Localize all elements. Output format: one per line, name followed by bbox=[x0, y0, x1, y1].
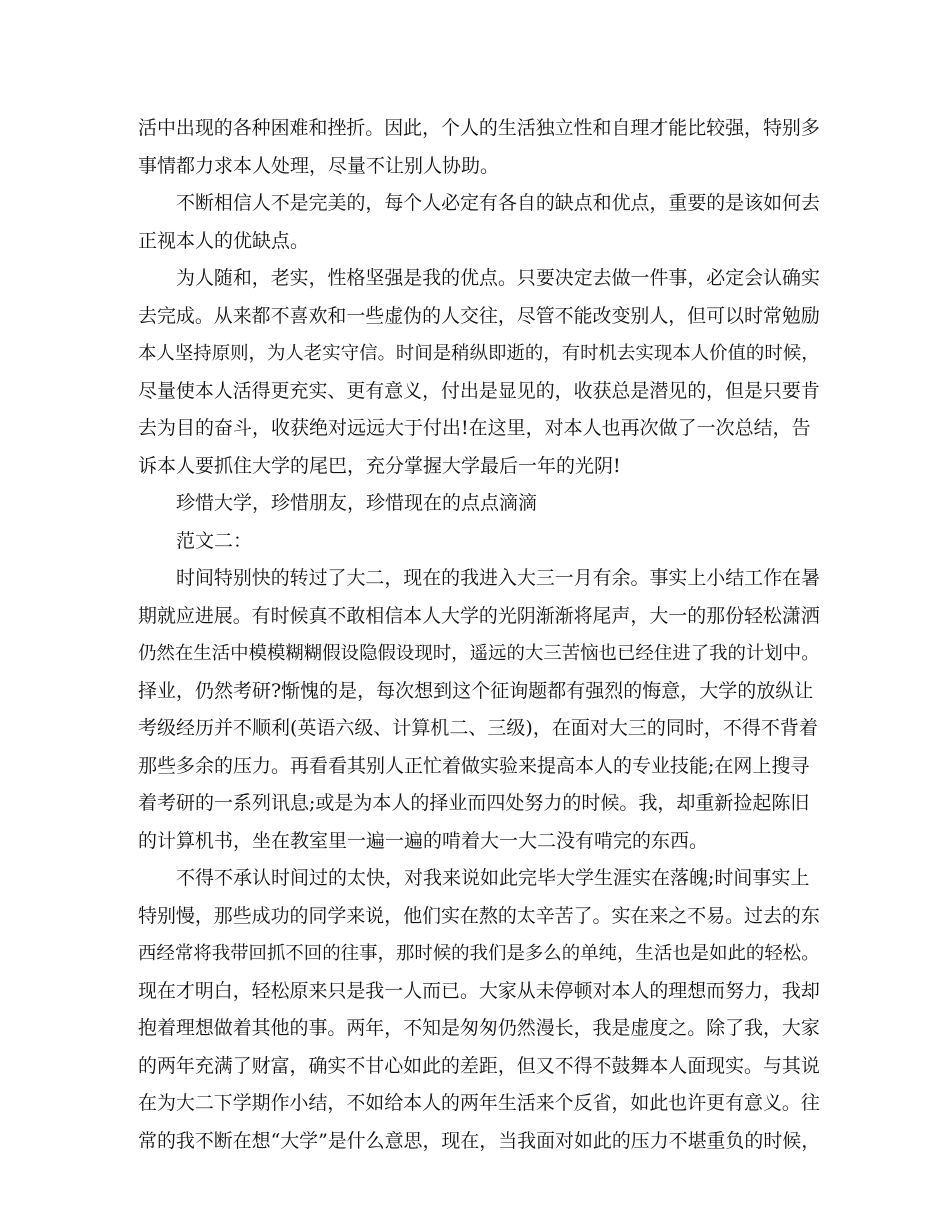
text-line: 事情都力求本人处理，尽量不让别人协助。 bbox=[138, 154, 500, 177]
text-line: 本人坚持原则，为人老实守信。时间是稍纵即逝的，有时机去实现本人价值的时候， bbox=[138, 343, 820, 364]
text-line: 不得不承认时间过的太快，对我来说如此完毕大学生涯实在落魄;时间事实上 bbox=[176, 867, 810, 889]
text-line: 现在才明白，轻松原来只是我一人而已。大家从未停顿对本人的理想而努力，我却 bbox=[138, 979, 820, 1002]
text-line: 活中出现的各种困难和挫折。因此，个人的生活独立性和自理才能比较强，特别多 bbox=[138, 117, 820, 139]
text-line: 的计算机书，坐在教室里一遍一遍的啃着大一大二没有啃完的东西。 bbox=[138, 829, 709, 852]
text-line: 那些多余的压力。再看看其别人正忙着做实验来提高本人的专业技能;在网上搜寻 bbox=[138, 754, 810, 777]
text-line: 择业，仍然考研?惭愧的是，每次想到这个征询题都有强烈的悔意，大学的放纵让 bbox=[138, 679, 814, 702]
text-line: 为人随和，老实，性格坚强是我的优点。只要决定去做一件事，必定会认确实 bbox=[176, 267, 820, 289]
text-line: 范文二： bbox=[176, 529, 253, 552]
text-line: 在为大二下学期作小结，不如给本人的两年生活来个反省，如此也许更有意义。往 bbox=[138, 1092, 820, 1114]
text-line: 抱着理想做着其他的事。两年，不知是匆匆仍然漫长，我是虚度之。除了我，大家 bbox=[138, 1017, 820, 1039]
text-line: 去为目的奋斗，收获绝对远远大于付出!在这里，对本人也再次做了一次总结，告 bbox=[138, 417, 811, 439]
text-line: 时间特别快的转过了大二，现在的我进入大三一月有余。事实上小结工作在暑 bbox=[176, 567, 820, 589]
text-line: 着考研的一系列讯息;或是为本人的择业而四处努力的时候。我，却重新捡起陈旧 bbox=[138, 792, 810, 814]
text-line: 期就应进展。有时候真不敢相信本人大学的光阴渐渐将尾声，大一的那份轻松潇洒 bbox=[138, 604, 820, 627]
text-line: 特别慢，那些成功的同学来说，他们实在熬的太辛苦了。实在来之不易。过去的东 bbox=[138, 904, 820, 927]
text-line: 不断相信人不是完美的，每个人必定有各自的缺点和优点，重要的是该如何去 bbox=[176, 192, 820, 214]
text-line: 仍然在生活中模模糊糊假设隐假设现时，遥远的大三苦恼也已经住进了我的计划中。 bbox=[138, 643, 820, 664]
text-line: 诉本人要抓住大学的尾巴，充分掌握大学最后一年的光阴! bbox=[138, 454, 621, 477]
text-line: 的两年充满了财富，确实不甘心如此的差距，但又不得不鼓舞本人面现实。与其说 bbox=[138, 1054, 820, 1077]
text-line: 珍惜大学，珍惜朋友，珍惜现在的点点滴滴 bbox=[176, 492, 538, 514]
text-line: 正视本人的优缺点。 bbox=[138, 229, 310, 252]
text-line: 西经常将我带回抓不回的往事，那时候的我们是多么的单纯，生活也是如此的轻松。 bbox=[138, 943, 820, 964]
text-line: 尽量使本人活得更充实、更有意义，付出是显见的，收获总是潜见的，但是只要肯 bbox=[138, 379, 820, 402]
text-line: 去完成。从来都不喜欢和一些虚伪的人交往，尽管不能改变别人，但可以时常勉励 bbox=[138, 304, 820, 327]
text-line: 考级经历并不顺利(英语六级、计算机二、三级)，在面对大三的同时，不得不背着 bbox=[138, 717, 818, 739]
text-line: 常的我不断在想“大学”是什么意思，现在，当我面对如此的压力不堪重负的时候， bbox=[138, 1129, 821, 1152]
document-body bbox=[138, 110, 820, 1160]
